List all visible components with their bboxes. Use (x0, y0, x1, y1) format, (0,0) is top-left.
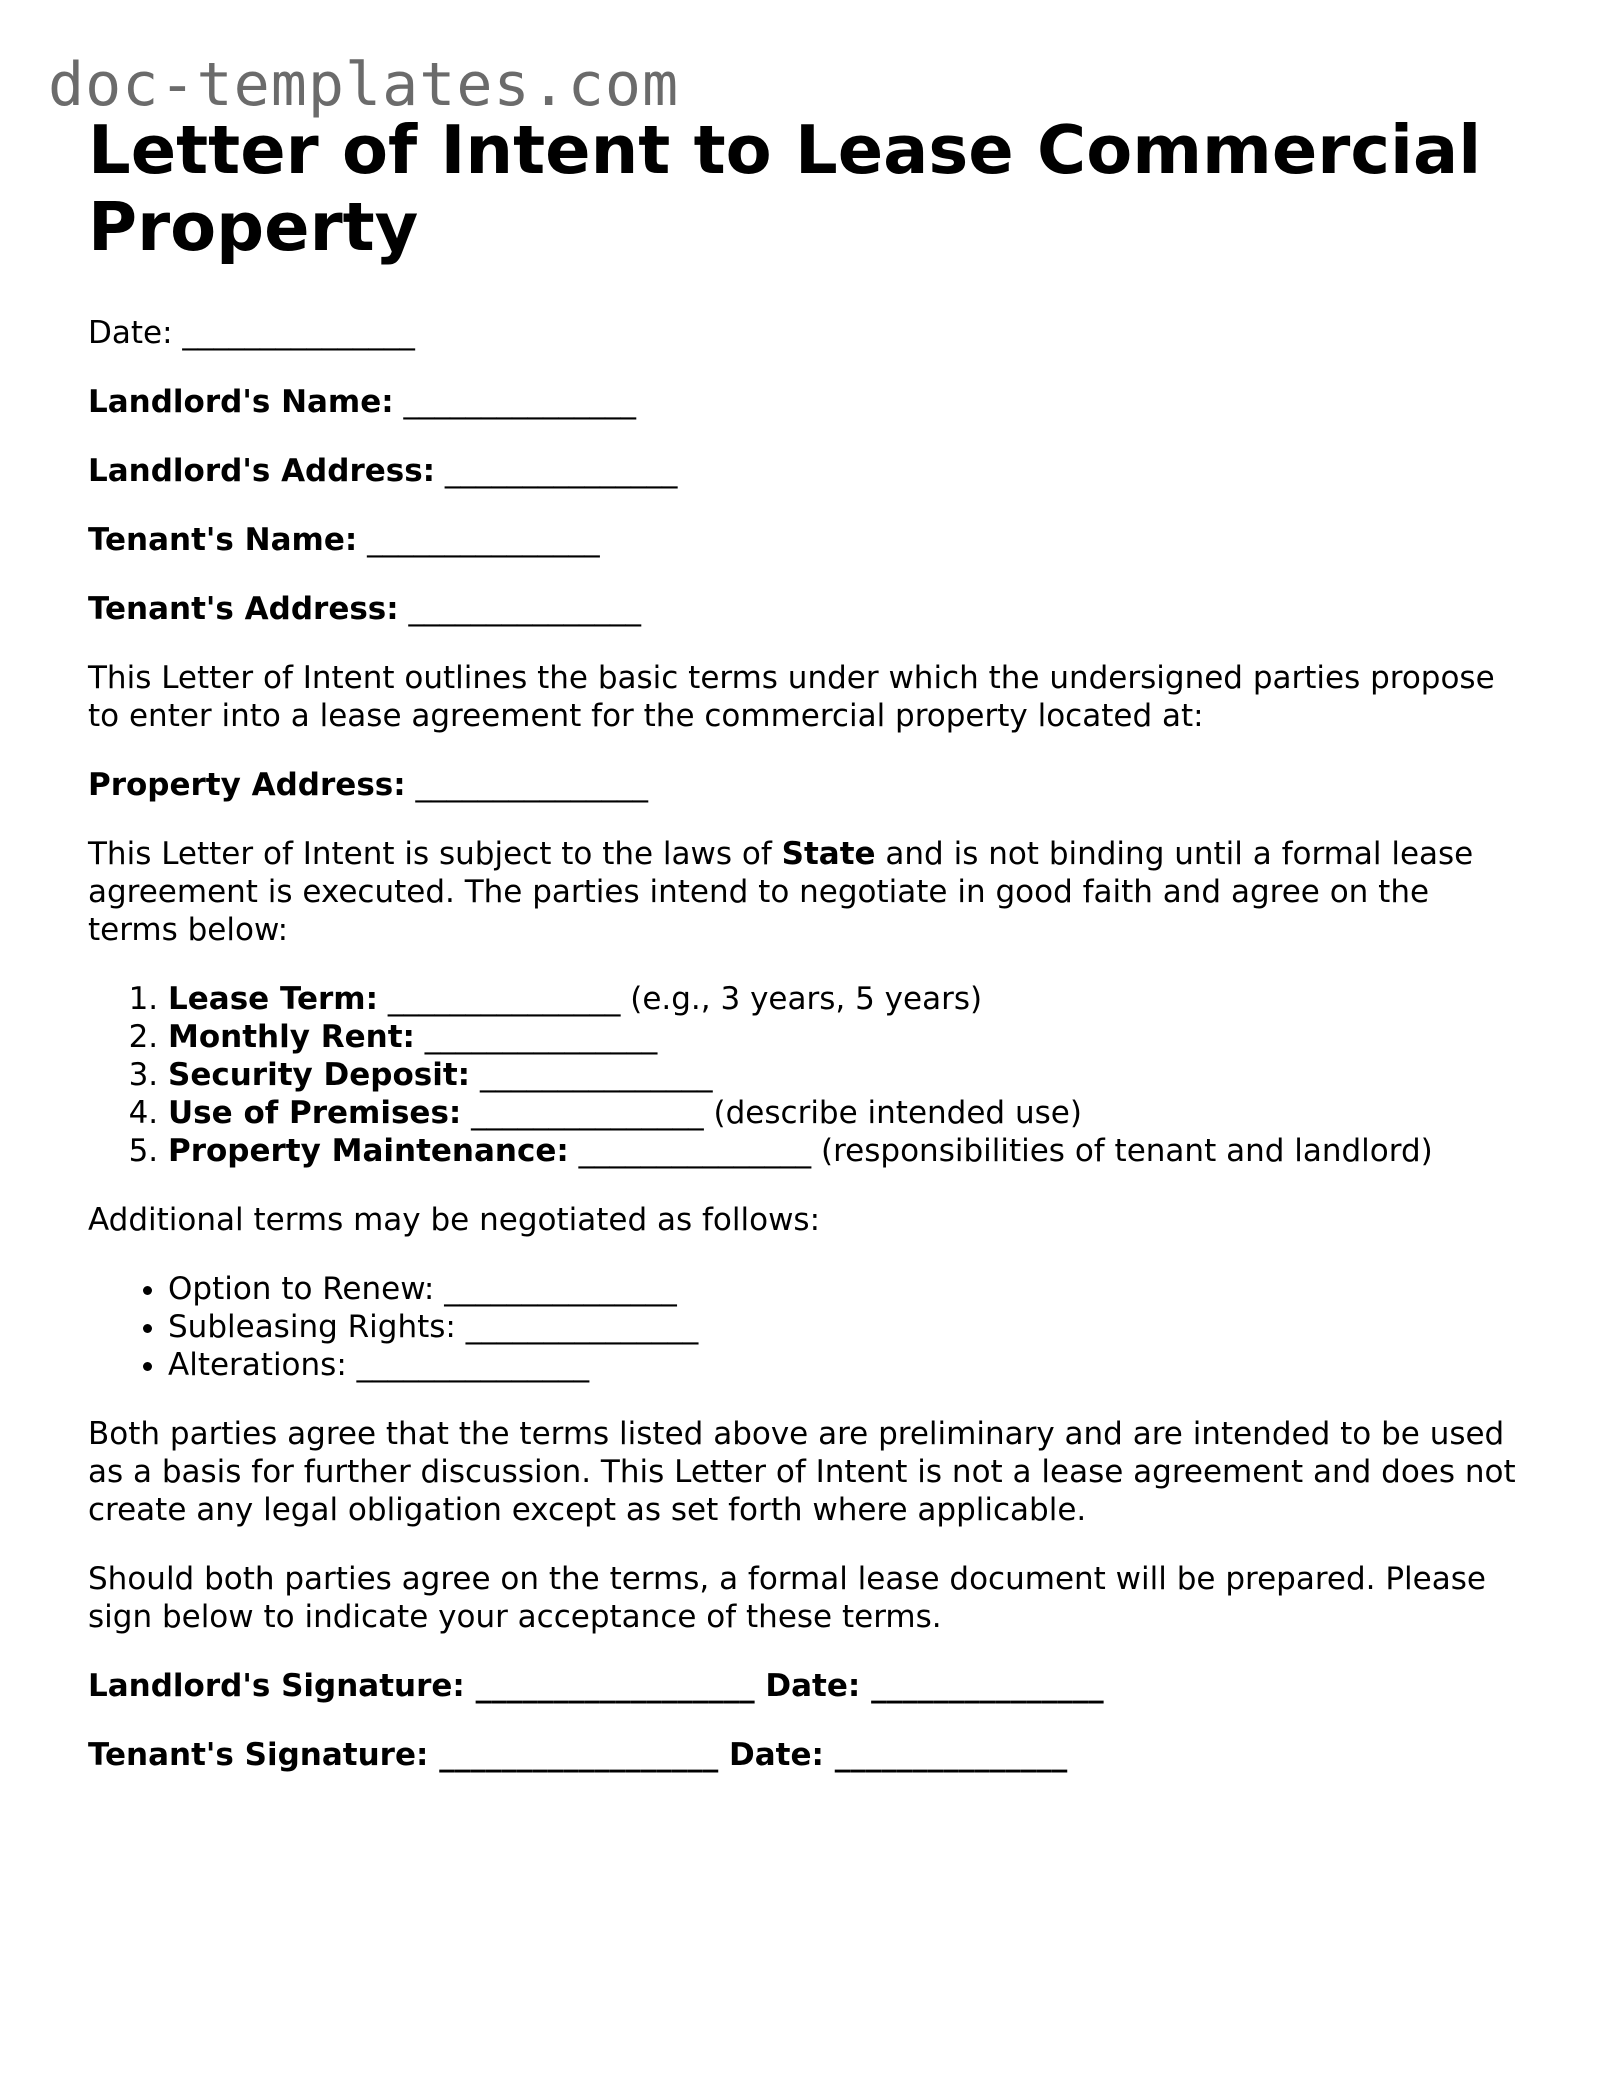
intro-paragraph: This Letter of Intent outlines the basic terms under which the undersigned parties propose to enter into a lease agreement for the commercial property located at: (88, 660, 1495, 734)
tenant-signature-line (88, 1736, 1528, 1774)
landlord-name-blank: _______________ (403, 384, 637, 420)
tenant-date-label: Date: (729, 1737, 824, 1773)
property-address-label: Property Address: (88, 767, 406, 803)
date-blank: _______________ (182, 315, 415, 351)
terms-list (88, 980, 1528, 1170)
landlord-signature-blank: __________________ (475, 1668, 755, 1704)
term-note: (e.g., 3 years, 5 years) (630, 981, 983, 1017)
tenant-address-label: Tenant's Address: (88, 591, 399, 627)
document-body (88, 112, 1528, 1805)
term-label: Use of Premises: (168, 1095, 462, 1131)
additional-term-option-to-renew (168, 1270, 1528, 1308)
landlord-address-field (88, 452, 1528, 490)
term-item-use-of-premises (168, 1094, 1528, 1132)
closing-paragraph: Should both parties agree on the terms, a formal lease document will be prepared. Please sign below to indicate your acceptance of these terms. (88, 1561, 1486, 1635)
tenant-address-field (88, 590, 1528, 628)
term-blank: _______________ (387, 981, 621, 1017)
landlord-signature-line (88, 1667, 1528, 1705)
landlord-date-blank: _______________ (871, 1668, 1104, 1704)
term-blank: _______________ (479, 1057, 713, 1093)
term-label: Monthly Rent: (168, 1019, 415, 1055)
term-blank: _______________ (578, 1133, 812, 1169)
tenant-name-blank: _______________ (367, 522, 600, 558)
additional-terms-list (88, 1270, 1528, 1384)
term-blank: _______________ (424, 1019, 658, 1055)
law-text-after: and is not binding until a formal lease agreement is executed. The parties intend to negotiate in good faith and agree on the terms below: (88, 836, 1474, 948)
term-note: (responsibilities of tenant and landlord) (821, 1133, 1433, 1169)
landlord-address-blank: _______________ (444, 453, 678, 489)
tenant-signature-blank: __________________ (439, 1737, 719, 1773)
additional-term-blank: _______________ (465, 1309, 699, 1345)
tenant-signature-label: Tenant's Signature: (88, 1737, 429, 1773)
landlord-signature-label: Landlord's Signature: (88, 1668, 465, 1704)
watermark: doc-templates.com (48, 50, 680, 120)
preliminary-paragraph: Both parties agree that the terms listed above are preliminary and are intended to be used as a basis for further discussion. This Letter of Intent is not a lease agreement and does not create any legal obligation except as set forth where applicable. (88, 1416, 1516, 1528)
additional-term-label: Subleasing Rights: (168, 1309, 456, 1345)
date-label: Date: (88, 315, 173, 351)
additional-term-subleasing-rights (168, 1308, 1528, 1346)
term-note: (describe intended use) (713, 1095, 1082, 1131)
property-address-blank: _______________ (415, 767, 648, 803)
law-text-before: This Letter of Intent is subject to the laws of (88, 836, 782, 872)
tenant-address-blank: _______________ (408, 591, 642, 627)
document-title: Letter of Intent to Lease Commercial Property (88, 111, 1482, 266)
tenant-name-field (88, 521, 1528, 559)
landlord-name-label: Landlord's Name: (88, 384, 394, 420)
additional-term-label: Option to Renew: (168, 1271, 435, 1307)
date-field (88, 314, 1528, 352)
term-blank: _______________ (471, 1095, 704, 1131)
additional-term-blank: _______________ (356, 1347, 590, 1383)
term-item-security-deposit (168, 1056, 1528, 1094)
tenant-date-blank: _______________ (834, 1737, 1068, 1773)
landlord-address-label: Landlord's Address: (88, 453, 436, 489)
additional-term-alterations (168, 1346, 1528, 1384)
property-address-field (88, 766, 1528, 804)
tenant-name-label: Tenant's Name: (88, 522, 358, 558)
term-label: Security Deposit: (168, 1057, 471, 1093)
additional-terms-intro: Additional terms may be negotiated as follows: (88, 1202, 821, 1238)
term-item-property-maintenance (168, 1132, 1528, 1170)
term-item-lease-term (168, 980, 1528, 1018)
landlord-name-field (88, 383, 1528, 421)
term-label: Lease Term: (168, 981, 379, 1017)
law-state: State (781, 836, 876, 872)
landlord-date-label: Date: (765, 1668, 861, 1704)
law-paragraph (88, 835, 1528, 949)
term-label: Property Maintenance: (168, 1133, 569, 1169)
additional-term-blank: _______________ (444, 1271, 677, 1307)
term-item-monthly-rent (168, 1018, 1528, 1056)
additional-term-label: Alterations: (168, 1347, 347, 1383)
